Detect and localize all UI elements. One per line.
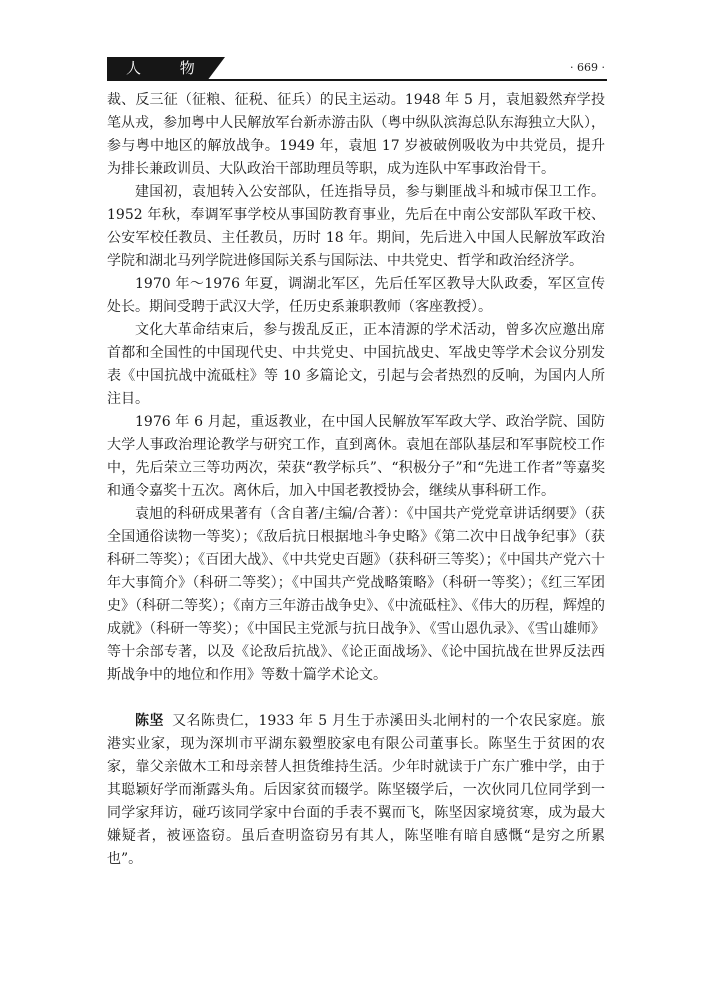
paragraph: 袁旭的科研成果著有（含自著/主编/合著）：《中国共产党党章讲话纲要》（获全国通俗读物一等奖）；《敌后抗日根据地斗争史略》《第二次中日战争纪事》（获科研二等奖）；《百团大战》、《中共党史百题》（获科研三等奖）；《中国共产党六十年大事简介》（科研二等奖）；《中国共产党战略策略》（科研一等奖）；《红三军团史》（科研二等奖）；《南方三年游击战争史》、《中流砥柱》、《伟大的历程，辉煌的成就》（科研一等奖）；《中国民主党派与抗日战争》、《雪山恩仇录》、《雪山雄师》 等十余部专著，以及《论敌后抗战》、《论正面战场》、《论中国抗战在世界反法西斯战争中的地位和作用》等数十篇学术论文。 [107, 506, 605, 683]
paragraph: 文化大革命结束后，参与拨乱反正，正本清源的学术活动，曾多次应邀出席首都和全国性的中国现代史、中共党史、中国抗战史、军战史等学术会议分别发表《中国抗战中流砥柱》等 10 多篇论文，引起与会者热烈的反响，为国内人所注目。 [107, 322, 605, 407]
paragraph: 建国初，袁旭转入公安部队，任连指导员，参与剿匪战斗和城市保卫工作。1952 年秋，奉调军事学校从事国防教育事业，先后在中南公安部队军政干校、公安军校任教员、主任教员，历时 18 年。期间，先后进入中国人民解放军政治学院和湖北马列学院进修国际关系与国际法、中共党史、哲学和政治经济学。 [107, 184, 605, 269]
paragraph-continuation: 裁、反三征（征粮、征税、征兵）的民主运动。1948 年 5 月，袁旭毅然弃学投笔从戎，参加粤中人民解放军台新赤游击队（粤中纵队滨海总队东海独立大队），参与粤中地区的解放战争。1949 年，袁旭 17 岁被破例吸收为中共党员，提升为排长兼政训员、大队政治干部助理员等职，成为连队中军事政治骨干。 [107, 92, 605, 177]
paragraph: 1970 年～1976 年夏，调湖北军区，先后任军区教导大队政委，军区宣传处长。期间受聘于武汉大学，任历史系兼职教师（客座教授）。 [107, 276, 605, 315]
page-body [107, 89, 605, 871]
entry-name: 陈坚 [135, 713, 164, 729]
header-rule [107, 79, 607, 81]
entry-text: 又名陈贵仁，1933 年 5 月生于赤溪田头北闸村的一个农民家庭。旅港实业家，现为深圳市平湖东毅塑胶家电有限公司董事长。陈坚生于贫困的农家，靠父亲做木工和母亲替人担货维持生活。少年时就读于广东广雅中学，由于其聪颖好学而渐露头角。后因家贫而辍学。陈坚辍学后，一次伙同几位同学到一同学家拜访，碰巧该同学家中台面的手表不翼而飞，陈坚因家境贫寒，成为最大嫌疑者，被诬盗窃。虽后查明盗窃另有其人，陈坚唯有暗自感慨“是穷之所累也”。 [107, 713, 605, 867]
biography-entry [107, 710, 605, 871]
paragraph: 1976 年 6 月起，重返教业，在中国人民解放军军政大学、政治学院、国防大学人事政治理论教学与研究工作，直到离休。袁旭在部队基层和军事院校工作中，先后荣立三等功两次，荣获“教学标兵”、“积极分子”和“先进工作者”等嘉奖和通令嘉奖十五次。离休后，加入中国老教授协会，继续从事科研工作。 [107, 414, 605, 499]
section-title: 人 物 [126, 59, 212, 77]
page-number: · 669 · [570, 61, 605, 74]
running-header [107, 57, 607, 83]
